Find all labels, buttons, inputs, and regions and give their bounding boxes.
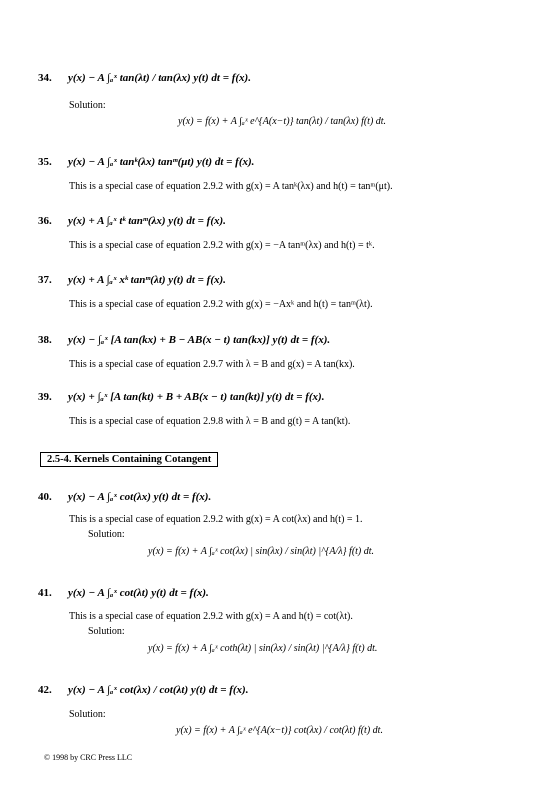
equation-number: 39. — [38, 391, 52, 403]
equation-note: This is a special case of equation 2.9.2 with g(x) = −A tanᵐ(λx) and h(t) = tᵏ. — [69, 240, 375, 251]
equation-main: y(x) + A ∫ₐˣ xᵏ tanᵐ(λt) y(t) dt = f(x). — [68, 274, 226, 286]
solution-formula: y(x) = f(x) + A ∫ₐˣ e^{A(x−t)} cot(λx) / cot(λt) f(t) dt. — [176, 725, 383, 736]
copyright-footer: © 1998 by CRC Press LLC — [44, 753, 133, 762]
equation-number: 40. — [38, 491, 52, 503]
equation-note: This is a special case of equation 2.9.2 with g(x) = A and h(t) = cot(λt). — [69, 611, 353, 622]
equation-main: y(x) + ∫ₐˣ [A tan(kt) + B + AB(x − t) tan(kt)] y(t) dt = f(x). — [68, 391, 325, 403]
equation-number: 41. — [38, 587, 52, 599]
equation-number: 38. — [38, 334, 52, 346]
equation-number: 36. — [38, 215, 52, 227]
solution-label: Solution: — [88, 529, 125, 540]
solution-label: Solution: — [88, 626, 125, 637]
equation-main: y(x) − A ∫ₐˣ tanᵏ(λx) tanᵐ(μt) y(t) dt = f(x). — [68, 156, 255, 168]
equation-main: y(x) − A ∫ₐˣ cot(λt) y(t) dt = f(x). — [68, 587, 209, 599]
solution-formula: y(x) = f(x) + A ∫ₐˣ coth(λt) | sin(λx) / sin(λt) |^{A/λ} f(t) dt. — [148, 643, 378, 654]
equation-number: 37. — [38, 274, 52, 286]
equation-main: y(x) − ∫ₐˣ [A tan(kx) + B − AB(x − t) tan(kx)] y(t) dt = f(x). — [68, 334, 331, 346]
equation-number: 34. — [38, 72, 52, 84]
equation-note: This is a special case of equation 2.9.8 with λ = B and g(t) = A tan(kt). — [69, 416, 351, 427]
section-heading: 2.5-4. Kernels Containing Cotangent — [40, 452, 218, 467]
equation-number: 42. — [38, 684, 52, 696]
equation-main: y(x) − A ∫ₐˣ cot(λx) / cot(λt) y(t) dt = f(x). — [68, 684, 249, 696]
equation-number: 35. — [38, 156, 52, 168]
solution-formula: y(x) = f(x) + A ∫ₐˣ e^{A(x−t)} tan(λt) / tan(λx) f(t) dt. — [178, 116, 387, 127]
equation-note: This is a special case of equation 2.9.2 with g(x) = A cot(λx) and h(t) = 1. — [69, 514, 363, 525]
solution-formula: y(x) = f(x) + A ∫ₐˣ cot(λx) | sin(λx) / sin(λt) |^{A/λ} f(t) dt. — [148, 546, 375, 557]
equation-note: This is a special case of equation 2.9.2 with g(x) = −Axᵏ and h(t) = tanᵐ(λt). — [69, 299, 373, 310]
solution-label: Solution: — [69, 709, 106, 720]
equation-main: y(x) − A ∫ₐˣ tan(λt) / tan(λx) y(t) dt = f(x). — [68, 72, 251, 84]
equation-note: This is a special case of equation 2.9.7 with λ = B and g(x) = A tan(kx). — [69, 359, 355, 370]
equation-note: This is a special case of equation 2.9.2 with g(x) = A tanᵏ(λx) and h(t) = tanᵐ(μt). — [69, 181, 393, 192]
equation-main: y(x) − A ∫ₐˣ cot(λx) y(t) dt = f(x). — [68, 491, 212, 503]
solution-label: Solution: — [69, 100, 106, 111]
equation-main: y(x) + A ∫ₐˣ tᵏ tanᵐ(λx) y(t) dt = f(x). — [68, 215, 226, 227]
